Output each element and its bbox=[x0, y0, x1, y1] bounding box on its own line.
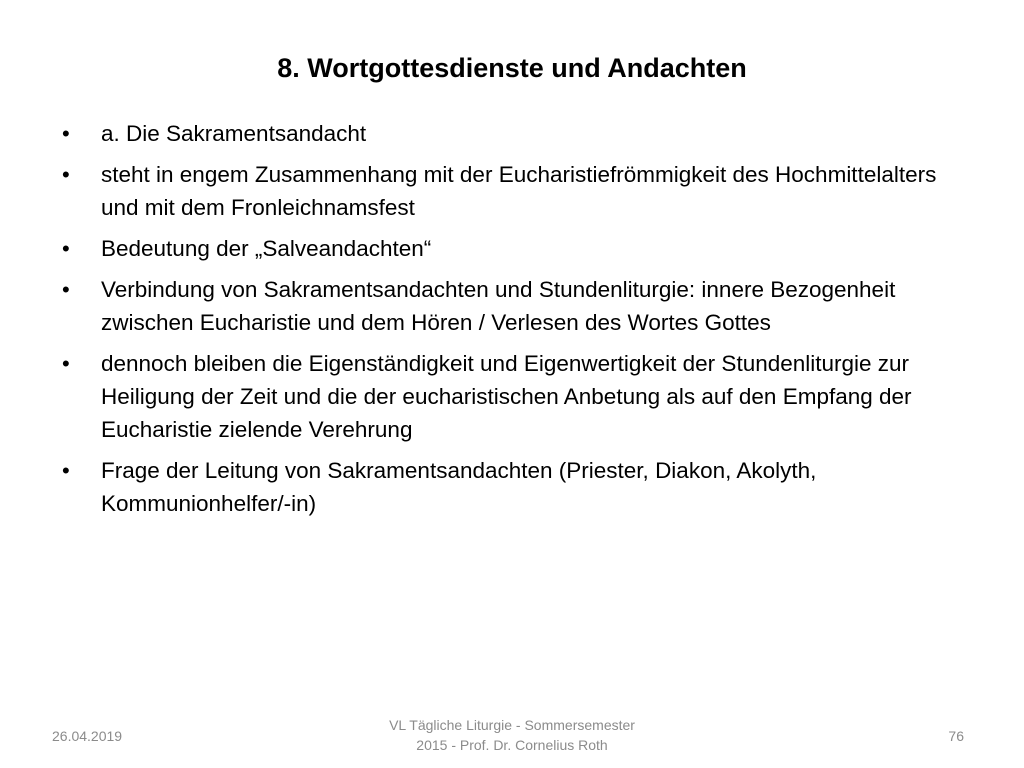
bullet-item bbox=[60, 454, 960, 520]
bullet-text: a. Die Sakramentsandacht bbox=[101, 121, 367, 146]
bullet-item bbox=[60, 232, 960, 265]
bullet-list bbox=[60, 117, 960, 528]
footer-course-info bbox=[362, 715, 662, 755]
bullet-dot-icon: • bbox=[62, 236, 70, 261]
bullet-text: Frage der Leitung von Sakramentsandachten (Priester, Diakon, Akolyth, Kommunionhelfer/-in) bbox=[101, 458, 817, 516]
footer-course-line-1: VL Tägliche Liturgie - Sommersemester bbox=[389, 717, 635, 733]
bullet-dot-icon: • bbox=[62, 458, 70, 483]
bullet-dot-icon: • bbox=[62, 121, 70, 146]
bullet-item bbox=[60, 347, 960, 446]
bullet-text: Verbindung von Sakramentsandachten und Stundenliturgie: innere Bezogenheit zwischen Eucharistie und dem Hören / Verlesen des Wortes Gottes bbox=[101, 277, 896, 335]
bullet-dot-icon: • bbox=[62, 351, 70, 376]
bullet-dot-icon: • bbox=[62, 162, 70, 187]
footer-date: 26.04.2019 bbox=[52, 728, 123, 744]
bullet-item bbox=[60, 273, 960, 339]
footer-course-line-2: 2015 - Prof. Dr. Cornelius Roth bbox=[416, 737, 608, 753]
page-number: 76 bbox=[948, 728, 964, 744]
bullet-dot-icon: • bbox=[62, 277, 70, 302]
bullet-text: dennoch bleiben die Eigenständigkeit und Eigenwertigkeit der Stundenliturgie zur Heiligung der Zeit und die der eucharistischen Anbetung als auf den Empfang der Eucharistie zielende Verehrung bbox=[101, 351, 912, 442]
bullet-text: steht in engem Zusammenhang mit der Eucharistiefrömmigkeit des Hochmittelalters und mit dem Fronleichnamsfest bbox=[101, 162, 937, 220]
bullet-item bbox=[60, 158, 960, 224]
bullet-item bbox=[60, 117, 960, 150]
slide-title: 8. Wortgottesdienste und Andachten bbox=[277, 53, 747, 83]
bullet-text: Bedeutung der „Salveandachten“ bbox=[101, 236, 432, 261]
